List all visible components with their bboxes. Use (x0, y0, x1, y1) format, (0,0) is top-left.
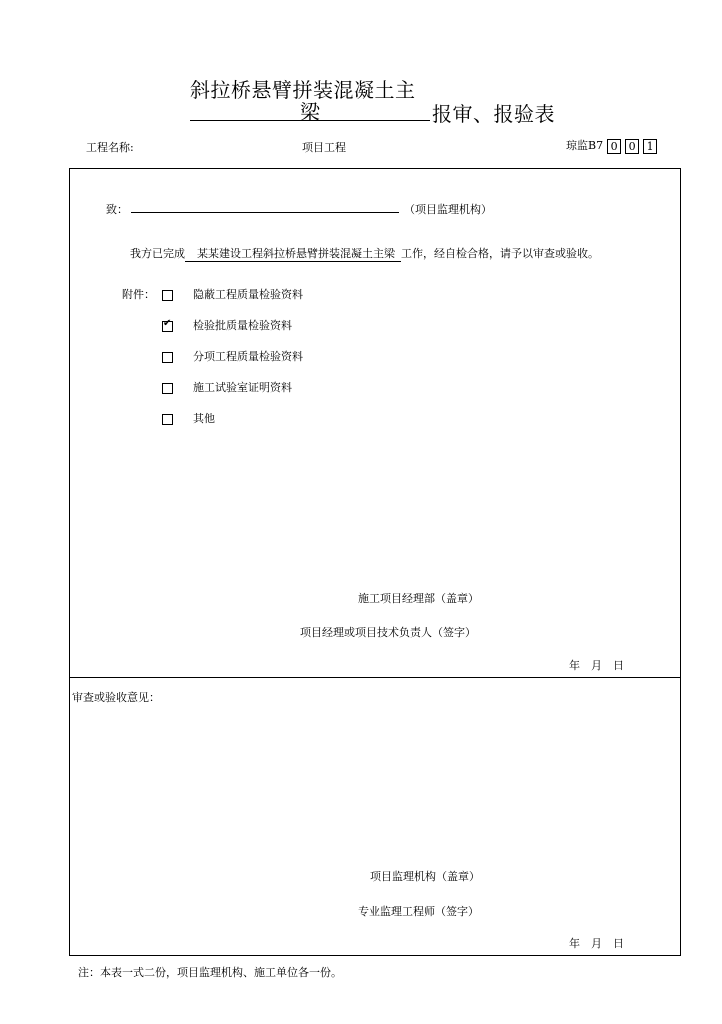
supervisor-seal: 项目监理机构（盖章） (370, 870, 480, 883)
footer-note: 注：本表一式二份，项目监理机构、施工单位各一份。 (78, 966, 342, 979)
attachment-item[interactable] (162, 379, 292, 395)
checkbox-icon[interactable] (162, 383, 173, 394)
review-opinion-label: 审查或验收意见： (72, 691, 160, 704)
work-name-field[interactable]: 某某建设工程斜拉桥悬臂拼装混凝土主梁 (185, 247, 401, 262)
statement (130, 245, 599, 261)
attachment-label: 检验批质量检验资料 (193, 319, 292, 332)
form-frame (69, 168, 681, 956)
project-name-label: 工程名称: (86, 141, 134, 154)
form-code-digit-1: 0 (607, 139, 621, 154)
statement-prefix: 我方已完成 (130, 247, 185, 260)
attachment-label: 分项工程质量检验资料 (193, 350, 303, 363)
form-title-line1: 斜拉桥悬臂拼装混凝土主 (190, 78, 416, 102)
form-title-underline (190, 96, 430, 124)
attachment-item[interactable] (162, 410, 215, 426)
form-code-digit-3: 1 (643, 139, 657, 154)
to-recipient-field[interactable] (131, 212, 399, 213)
form-code (566, 137, 657, 154)
contractor-signature: 项目经理或项目技术负责人（签字） (300, 626, 476, 639)
checked-checkbox-icon[interactable] (162, 321, 173, 332)
form-title-line2: 梁 (300, 100, 320, 124)
attachment-item[interactable] (162, 348, 303, 364)
attachment-item[interactable] (162, 286, 303, 302)
attachment-label: 施工试验室证明资料 (193, 381, 292, 394)
checkbox-icon[interactable] (162, 352, 173, 363)
attachment-label: 其他 (193, 412, 215, 425)
contractor-date: 年 月 日 (569, 659, 624, 672)
to-suffix: （项目监理机构） (404, 203, 492, 216)
supervisor-date: 年 月 日 (569, 937, 624, 950)
contractor-seal: 施工项目经理部（盖章） (358, 592, 479, 605)
form-title-suffix: 报审、报验表 (432, 102, 555, 126)
to-label: 致： (106, 203, 128, 216)
form-code-digit-2: 0 (625, 139, 639, 154)
supervisor-signature: 专业监理工程师（签字） (358, 905, 479, 918)
statement-suffix: 工作，经自检合格，请予以审查或验收。 (401, 247, 599, 260)
project-name-value: 项目工程 (302, 141, 346, 154)
attachment-item[interactable] (162, 317, 292, 333)
form-code-prefix: 琼监B7 (566, 139, 604, 152)
attachments-label: 附件： (122, 288, 155, 301)
checkbox-icon[interactable] (162, 290, 173, 301)
section-divider (70, 677, 680, 678)
attachment-label: 隐蔽工程质量检验资料 (193, 288, 303, 301)
checkbox-icon[interactable] (162, 414, 173, 425)
